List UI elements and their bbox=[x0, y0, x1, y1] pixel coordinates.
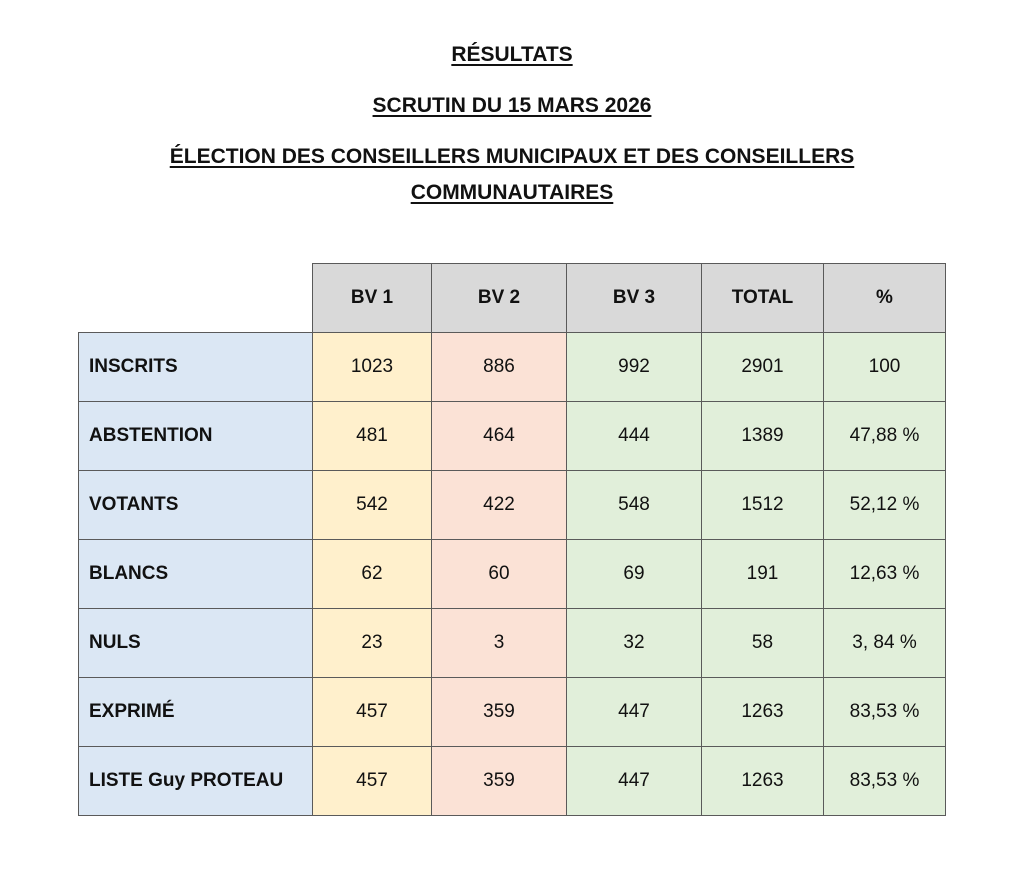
cell-bv2: 3 bbox=[432, 609, 567, 678]
table-row bbox=[79, 402, 946, 471]
cell-bv2: 464 bbox=[432, 402, 567, 471]
cell-bv3: 992 bbox=[567, 333, 702, 402]
table-row bbox=[79, 678, 946, 747]
cell-pct: 83,53 % bbox=[824, 678, 946, 747]
cell-total: 1512 bbox=[702, 471, 824, 540]
cell-bv3: 447 bbox=[567, 678, 702, 747]
cell-pct: 83,53 % bbox=[824, 747, 946, 816]
table-header-row bbox=[79, 264, 946, 333]
cell-bv2: 60 bbox=[432, 540, 567, 609]
cell-total: 58 bbox=[702, 609, 824, 678]
results-title: RÉSULTATS bbox=[451, 43, 573, 66]
header-total: TOTAL bbox=[702, 264, 824, 333]
cell-pct: 12,63 % bbox=[824, 540, 946, 609]
header-bv1: BV 1 bbox=[313, 264, 432, 333]
cell-bv1: 457 bbox=[313, 678, 432, 747]
row-label: INSCRITS bbox=[79, 333, 313, 402]
cell-bv3: 32 bbox=[567, 609, 702, 678]
cell-bv1: 457 bbox=[313, 747, 432, 816]
row-label: ABSTENTION bbox=[79, 402, 313, 471]
cell-bv3: 447 bbox=[567, 747, 702, 816]
row-label: NULS bbox=[79, 609, 313, 678]
cell-bv2: 359 bbox=[432, 678, 567, 747]
cell-bv3: 548 bbox=[567, 471, 702, 540]
cell-bv3: 444 bbox=[567, 402, 702, 471]
cell-bv2: 886 bbox=[432, 333, 567, 402]
cell-bv2: 422 bbox=[432, 471, 567, 540]
cell-pct: 47,88 % bbox=[824, 402, 946, 471]
cell-bv1: 542 bbox=[313, 471, 432, 540]
cell-total: 2901 bbox=[702, 333, 824, 402]
header-bv3: BV 3 bbox=[567, 264, 702, 333]
ballot-date-title: SCRUTIN DU 15 MARS 2026 bbox=[372, 94, 652, 117]
cell-bv1: 62 bbox=[313, 540, 432, 609]
table-row bbox=[79, 333, 946, 402]
cell-pct: 3, 84 % bbox=[824, 609, 946, 678]
table-row bbox=[79, 609, 946, 678]
cell-bv1: 23 bbox=[313, 609, 432, 678]
cell-total: 1263 bbox=[702, 678, 824, 747]
cell-bv2: 359 bbox=[432, 747, 567, 816]
row-label: VOTANTS bbox=[79, 471, 313, 540]
cell-total: 191 bbox=[702, 540, 824, 609]
cell-total: 1263 bbox=[702, 747, 824, 816]
results-table bbox=[78, 263, 946, 816]
election-title-line-2: COMMUNAUTAIRES bbox=[410, 181, 614, 204]
row-label: LISTE Guy PROTEAU bbox=[79, 747, 313, 816]
table-row bbox=[79, 747, 946, 816]
cell-pct: 100 bbox=[824, 333, 946, 402]
election-title-line-1: ÉLECTION DES CONSEILLERS MUNICIPAUX ET DES CONSEILLERS bbox=[169, 145, 855, 168]
cell-total: 1389 bbox=[702, 402, 824, 471]
row-label: BLANCS bbox=[79, 540, 313, 609]
cell-pct: 52,12 % bbox=[824, 471, 946, 540]
header-percent: % bbox=[824, 264, 946, 333]
header-bv2: BV 2 bbox=[432, 264, 567, 333]
table-row bbox=[79, 540, 946, 609]
cell-bv3: 69 bbox=[567, 540, 702, 609]
cell-bv1: 481 bbox=[313, 402, 432, 471]
corner-cell bbox=[79, 264, 313, 333]
cell-bv1: 1023 bbox=[313, 333, 432, 402]
table-row bbox=[79, 471, 946, 540]
row-label: EXPRIMÉ bbox=[79, 678, 313, 747]
